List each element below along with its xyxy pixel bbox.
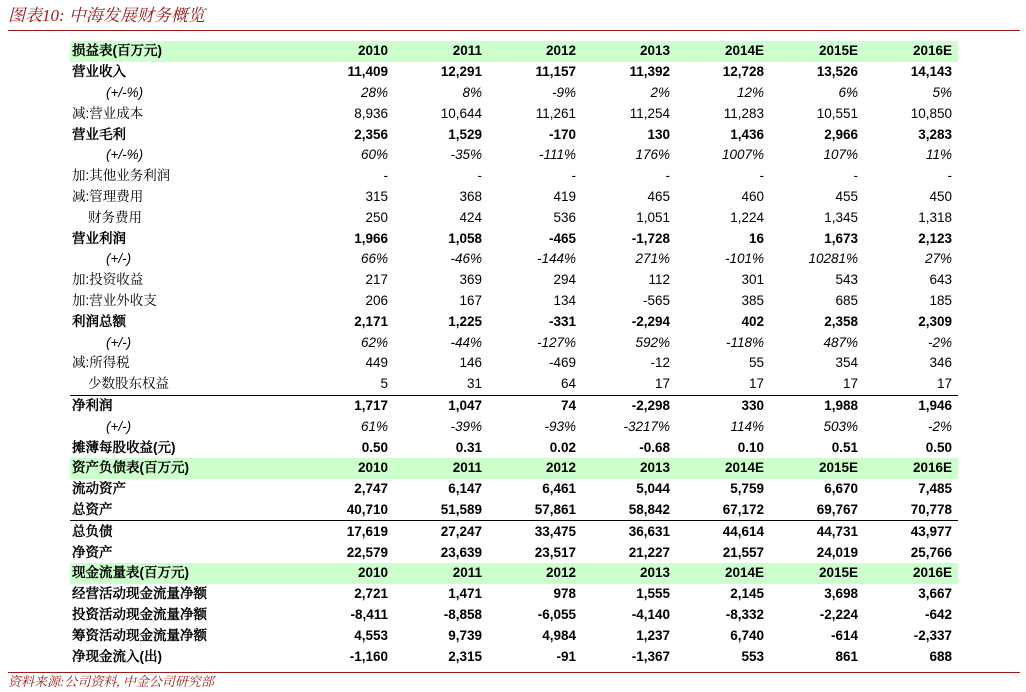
cell-value: 23,517 [534, 544, 576, 560]
cell-value: -8,858 [443, 606, 482, 622]
cell-value: -2,224 [819, 606, 858, 622]
cell-value: 17 [748, 376, 764, 392]
cell-value: 176% [635, 147, 670, 163]
cell-value: 4,553 [354, 627, 388, 643]
table-row [70, 249, 958, 270]
cell-value: 0.10 [737, 439, 764, 455]
cell-value: 685 [835, 292, 858, 308]
cell-value: 1,966 [354, 230, 388, 246]
cell-value: 69,767 [770, 500, 864, 521]
cell-value: -6,055 [537, 606, 576, 622]
cell-value: 368 [459, 188, 482, 204]
row-label: 减:所得税 [72, 355, 130, 371]
cell-value: 2013 [582, 41, 676, 62]
row-label: 总资产 [70, 500, 300, 521]
cell-value: -565 [642, 292, 670, 308]
table-row [70, 605, 958, 626]
cell-value: 17 [936, 376, 952, 392]
cell-value: 2010 [300, 41, 394, 62]
cell-value: 385 [741, 292, 764, 308]
cell-value: 40,710 [300, 500, 394, 521]
cell-value: 1,047 [394, 395, 488, 416]
cell-value: 3,283 [918, 126, 952, 142]
row-label: 加:营业外收支 [72, 292, 157, 308]
row-label: 加:投资收益 [72, 272, 144, 288]
cell-value: -614 [830, 627, 858, 643]
table-row [70, 584, 958, 605]
cell-value: 11,283 [723, 105, 764, 121]
cell-value: 6,461 [542, 481, 576, 497]
cell-value: 369 [459, 272, 482, 288]
row-label: 营业毛利 [72, 126, 126, 142]
table-row [70, 374, 958, 395]
cell-value: 57,861 [488, 500, 582, 521]
cell-value: 1,051 [636, 209, 670, 225]
cell-value: 3,667 [918, 586, 952, 602]
row-label: 损益表(百万元) [70, 41, 300, 62]
cell-value: 23,639 [440, 544, 482, 560]
cell-value: 424 [459, 209, 482, 225]
table-row [70, 187, 958, 208]
cell-value: 2,145 [730, 586, 764, 602]
cell-value: -3217% [623, 418, 670, 434]
table-row [70, 311, 958, 332]
cell-value: 2014E [676, 458, 770, 479]
cell-value: 1,224 [730, 209, 764, 225]
cell-value: 2,358 [824, 313, 858, 329]
table-row [70, 124, 958, 145]
cell-value: 2011 [394, 458, 488, 479]
cell-value: 11,392 [629, 64, 670, 80]
table-row [70, 542, 958, 563]
row-label: 经营活动现金流量净额 [72, 586, 207, 602]
cell-value: -8,411 [350, 606, 388, 622]
cell-value: -469 [548, 355, 576, 371]
cell-value: 465 [647, 188, 670, 204]
cell-value: 10,644 [440, 105, 482, 121]
table-row [70, 646, 958, 667]
cell-value: -118% [725, 334, 764, 350]
cell-value: 27% [924, 251, 952, 267]
cell-value: 1,529 [448, 126, 482, 142]
cell-value: 60% [360, 147, 388, 163]
cell-value: 24,019 [816, 544, 858, 560]
cell-value: 1,237 [636, 627, 670, 643]
cell-value: -46% [450, 251, 482, 267]
cell-value: 22,579 [346, 544, 388, 560]
cell-value: 11,157 [535, 64, 576, 80]
cell-value: -331 [548, 313, 576, 329]
cell-value: - [853, 168, 858, 184]
cell-value: -170 [548, 126, 576, 142]
cell-value: -2% [927, 418, 952, 434]
cell-value: 2016E [864, 41, 958, 62]
cell-value: 27,247 [440, 523, 482, 539]
table-row [70, 270, 958, 291]
cell-value: 167 [459, 292, 482, 308]
cell-value: 2,356 [354, 126, 388, 142]
cell-value: 64 [560, 376, 576, 392]
cell-value: 2,309 [918, 313, 952, 329]
cell-value: 62% [360, 334, 388, 350]
cell-value: 11,409 [347, 64, 388, 80]
cell-value: 44,614 [722, 523, 764, 539]
cell-value: 5% [932, 84, 952, 100]
cell-value: 43,977 [910, 523, 952, 539]
cell-value: 0.51 [831, 439, 858, 455]
cell-value: - [571, 168, 576, 184]
cell-value: 112 [648, 272, 670, 288]
table-section-header [70, 458, 958, 479]
cell-value: 2012 [488, 563, 582, 584]
row-label: 净资产 [72, 544, 113, 560]
row-label: 利润总额 [72, 313, 126, 329]
cell-value: 1,555 [636, 586, 670, 602]
row-label: 减:管理费用 [72, 188, 144, 204]
cell-value: 4,984 [542, 627, 576, 643]
cell-value: 2013 [582, 458, 676, 479]
table-body [70, 41, 958, 667]
cell-value: 1,058 [448, 230, 482, 246]
cell-value: 0.50 [361, 439, 388, 455]
table-row [70, 291, 958, 312]
cell-value: 354 [835, 355, 858, 371]
cell-value: 455 [835, 188, 858, 204]
cell-value: 0.50 [925, 439, 952, 455]
cell-value: 74 [488, 395, 582, 416]
cell-value: 16 [748, 230, 764, 246]
cell-value: -2,298 [582, 395, 676, 416]
cell-value: 217 [365, 272, 388, 288]
cell-value: 1,345 [824, 209, 858, 225]
cell-value: 2014E [676, 563, 770, 584]
cell-value: 8,936 [354, 105, 388, 121]
cell-value: -465 [548, 230, 576, 246]
cell-value: 58,842 [582, 500, 676, 521]
cell-value: 12,291 [440, 64, 482, 80]
row-label: 少数股东权益 [88, 376, 169, 392]
cell-value: -1,728 [631, 230, 670, 246]
row-label: 现金流量表(百万元) [70, 563, 300, 584]
cell-value: - [759, 168, 764, 184]
cell-value: -2,294 [631, 313, 670, 329]
cell-value: 6,740 [730, 627, 764, 643]
table-row [70, 416, 958, 437]
cell-value: 487% [823, 334, 858, 350]
cell-value: 130 [647, 126, 670, 142]
cell-value: 13,526 [816, 64, 858, 80]
table-row [70, 521, 958, 542]
cell-value: 449 [365, 355, 388, 371]
cell-value: 17 [654, 376, 670, 392]
table-row [70, 166, 958, 187]
financial-overview-table [70, 41, 958, 667]
row-label: 筹资活动现金流量净额 [72, 627, 207, 643]
cell-value: 114% [730, 418, 764, 434]
cell-value: 31 [466, 376, 482, 392]
cell-value: 14,143 [910, 64, 952, 80]
row-label: 净利润 [70, 395, 300, 416]
cell-value: 1007% [721, 147, 764, 163]
row-label: 摊薄每股收益(元) [72, 439, 176, 455]
cell-value: -12 [650, 355, 670, 371]
cell-value: 536 [553, 209, 576, 225]
table-row [70, 332, 958, 353]
cell-value: 978 [553, 586, 576, 602]
cell-value: 1,436 [730, 126, 764, 142]
cell-value: 2015E [770, 563, 864, 584]
row-label: 流动资产 [72, 481, 126, 497]
cell-value: 1,673 [824, 230, 858, 246]
cell-value: 503% [823, 418, 858, 434]
cell-value: 7,485 [918, 481, 952, 497]
cell-value: -35% [450, 147, 482, 163]
cell-value: 51,589 [394, 500, 488, 521]
table-row [70, 479, 958, 500]
row-label: 财务费用 [88, 209, 142, 225]
cell-value: 1,988 [770, 395, 864, 416]
cell-value: 2015E [770, 41, 864, 62]
row-label: (+/-) [106, 418, 132, 434]
cell-value: -8,332 [725, 606, 764, 622]
cell-value: 134 [553, 292, 576, 308]
cell-value: 2010 [300, 458, 394, 479]
table-row [70, 437, 958, 458]
cell-value: 2,721 [354, 586, 388, 602]
cell-value: 6,670 [824, 481, 858, 497]
cell-value: 1,225 [448, 313, 482, 329]
cell-value: 2,315 [448, 648, 482, 664]
cell-value: 6,147 [448, 481, 482, 497]
cell-value: 315 [365, 188, 388, 204]
row-label: 净现金流入(出) [72, 648, 162, 664]
cell-value: 12,728 [722, 64, 764, 80]
row-label: (+/-) [106, 334, 132, 350]
cell-value: 2016E [864, 563, 958, 584]
cell-value: 1,946 [864, 395, 958, 416]
cell-value: 36,631 [628, 523, 670, 539]
cell-value: 2016E [864, 458, 958, 479]
source-note: 资料来源:公司资料, 中金公司研究部 [8, 674, 214, 689]
cell-value: 2,171 [354, 313, 388, 329]
cell-value: - [383, 168, 388, 184]
cell-value: 1,471 [448, 586, 482, 602]
cell-value: 2011 [394, 41, 488, 62]
cell-value: 10281% [808, 251, 858, 267]
table-section-header [70, 41, 958, 62]
cell-value: 12% [736, 84, 764, 100]
table-row [70, 500, 958, 521]
table-row [70, 228, 958, 249]
cell-value: 67,172 [676, 500, 770, 521]
cell-value: 206 [365, 292, 388, 308]
cell-value: -111% [538, 147, 576, 163]
cell-value: 553 [741, 648, 764, 664]
cell-value: 419 [553, 188, 576, 204]
cell-value: - [665, 168, 670, 184]
cell-value: -127% [536, 334, 576, 350]
cell-value: 107% [823, 147, 858, 163]
cell-value: 61% [360, 418, 388, 434]
cell-value: 146 [459, 355, 482, 371]
cell-value: -4,140 [631, 606, 670, 622]
cell-value: 9,739 [448, 627, 482, 643]
cell-value: 592% [635, 334, 670, 350]
cell-value: 6% [838, 84, 858, 100]
cell-value: 330 [676, 395, 770, 416]
cell-value: 643 [929, 272, 952, 288]
cell-value: 17,619 [346, 523, 388, 539]
cell-value: 1,717 [300, 395, 394, 416]
cell-value: 17 [842, 376, 858, 392]
cell-value: 2014E [676, 41, 770, 62]
cell-value: 0.02 [549, 439, 576, 455]
cell-value: 2,123 [918, 230, 952, 246]
table-row [70, 395, 958, 416]
cell-value: 5,044 [636, 481, 670, 497]
table-row [70, 625, 958, 646]
cell-value: 3,698 [824, 586, 858, 602]
cell-value: 2011 [394, 563, 488, 584]
cell-value: 271% [635, 251, 670, 267]
cell-value: -144% [536, 251, 576, 267]
table-row [70, 83, 958, 104]
cell-value: 2013 [582, 563, 676, 584]
cell-value: 1,318 [918, 209, 952, 225]
table-row [70, 103, 958, 124]
row-label: 投资活动现金流量净额 [72, 606, 207, 622]
cell-value: 28% [360, 84, 388, 100]
cell-value: 2012 [488, 41, 582, 62]
cell-value: 11,261 [535, 105, 576, 121]
cell-value: -91 [556, 648, 576, 664]
cell-value: 21,227 [628, 544, 670, 560]
cell-value: 2010 [300, 563, 394, 584]
cell-value: 55 [748, 355, 764, 371]
row-label: 总负债 [72, 523, 113, 539]
row-label: (+/-%) [106, 84, 144, 100]
cell-value: 0.31 [455, 439, 482, 455]
cell-value: 25,766 [910, 544, 952, 560]
cell-value: 688 [929, 648, 952, 664]
cell-value: 346 [929, 355, 952, 371]
row-label: (+/-%) [106, 147, 144, 163]
cell-value: -9% [551, 84, 576, 100]
cell-value: 2,966 [824, 126, 858, 142]
cell-value: - [477, 168, 482, 184]
table-row [70, 62, 958, 83]
cell-value: 21,557 [722, 544, 764, 560]
row-label: (+/-) [106, 251, 132, 267]
figure-title: 图表10: 中海发展财务概览 [8, 6, 205, 25]
cell-value: -2,337 [913, 627, 952, 643]
cell-value: 250 [365, 209, 388, 225]
row-label: 资产负债表(百万元) [70, 458, 300, 479]
row-label: 营业利润 [72, 230, 126, 246]
cell-value: 2,747 [354, 481, 388, 497]
cell-value: - [947, 168, 952, 184]
cell-value: -642 [924, 606, 952, 622]
title-bar [8, 4, 1020, 31]
cell-value: 2012 [488, 458, 582, 479]
cell-value: 460 [741, 188, 764, 204]
row-label: 加:其他业务利润 [72, 168, 171, 184]
cell-value: 5,759 [730, 481, 764, 497]
cell-value: 450 [929, 188, 952, 204]
table-section-header [70, 563, 958, 584]
table-row [70, 353, 958, 374]
cell-value: -1,160 [349, 648, 388, 664]
cell-value: 294 [553, 272, 576, 288]
cell-value: 301 [741, 272, 764, 288]
cell-value: -0.68 [639, 439, 670, 455]
cell-value: -101% [724, 251, 764, 267]
cell-value: 66% [360, 251, 388, 267]
cell-value: -1,367 [631, 648, 670, 664]
cell-value: -93% [544, 418, 576, 434]
row-label: 减:营业成本 [72, 105, 144, 121]
cell-value: 2015E [770, 458, 864, 479]
cell-value: 11,254 [629, 105, 670, 121]
cell-value: -44% [450, 334, 482, 350]
cell-value: 33,475 [534, 523, 576, 539]
row-label: 营业收入 [72, 64, 126, 80]
cell-value: 8% [462, 84, 482, 100]
table-row [70, 207, 958, 228]
cell-value: 44,731 [816, 523, 858, 539]
cell-value: 402 [741, 313, 764, 329]
table-row [70, 145, 958, 166]
cell-value: 543 [835, 272, 858, 288]
cell-value: 5 [380, 376, 388, 392]
cell-value: 2% [650, 84, 670, 100]
cell-value: 11% [925, 147, 952, 163]
cell-value: -2% [927, 334, 952, 350]
cell-value: 861 [835, 648, 858, 664]
cell-value: 10,850 [910, 105, 952, 121]
cell-value: 185 [929, 292, 952, 308]
cell-value: -39% [450, 418, 482, 434]
cell-value: 70,778 [864, 500, 958, 521]
cell-value: 10,551 [816, 105, 858, 121]
